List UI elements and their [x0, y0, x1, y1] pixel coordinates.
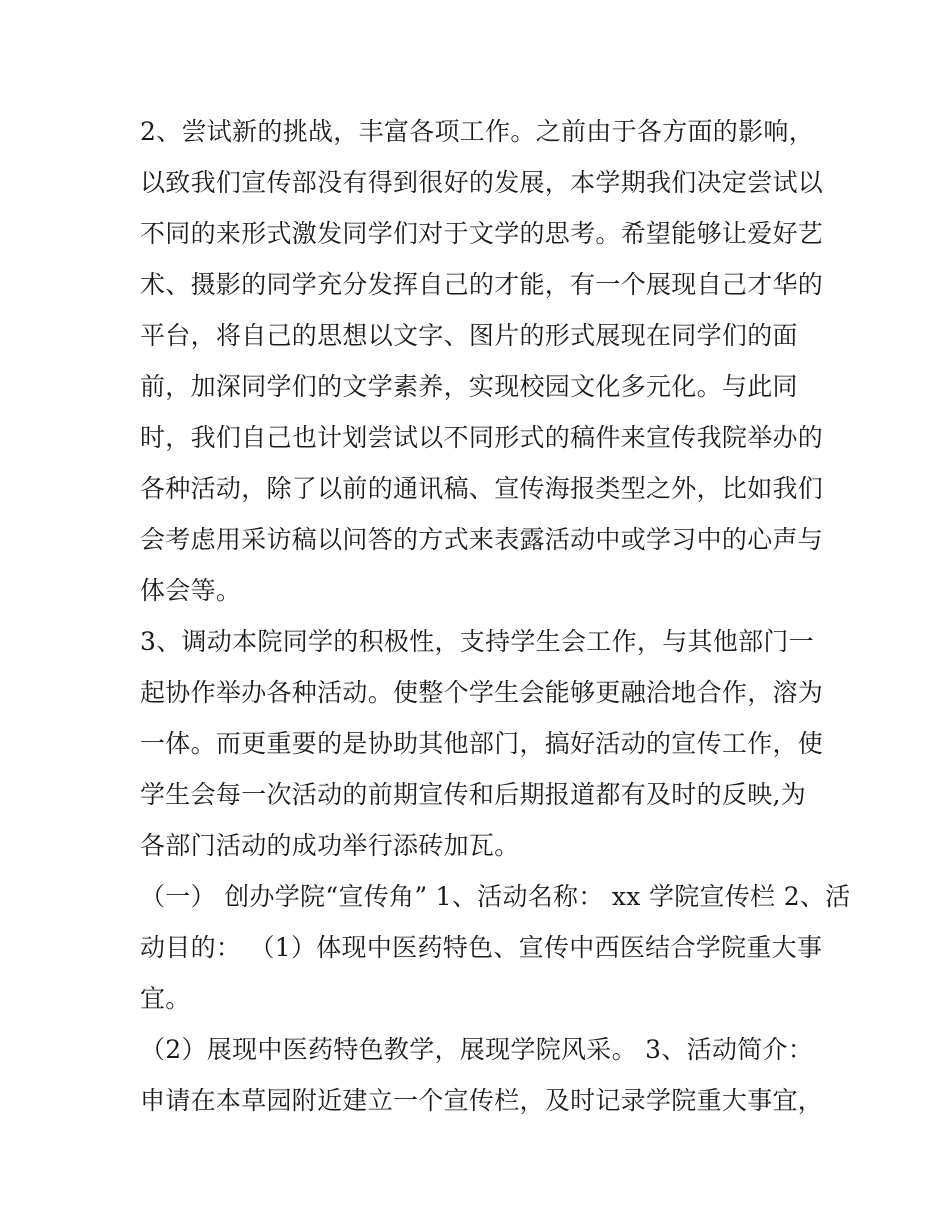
- text-line: 不同的来形式激发同学们对于文学的思考。希望能够让爱好艺: [140, 219, 824, 248]
- text-line: 平台，将自己的思想以文字、图片的形式展现在同学们的面: [140, 321, 798, 350]
- text-line: 起协作举办各种活动。使整个学生会能够更融洽地合作，溶为: [140, 678, 824, 707]
- text-line: （一） 创办学院“宣传角” 1、活动名称： xx 学院宣传栏 2、活: [140, 882, 851, 911]
- text-line: 3、调动本院同学的积极性，支持学生会工作，与其他部门一: [140, 627, 815, 656]
- text-line: 体会等。: [140, 576, 242, 605]
- text-line: 前，加深同学们的文学素养，实现校园文化多元化。与此同: [140, 372, 798, 401]
- text-line: 会考虑用采访稿以问答的方式来表露活动中或学习中的心声与: [140, 525, 824, 554]
- text-line: 各种活动，除了以前的通讯稿、宣传海报类型之外，比如我们: [140, 474, 824, 503]
- text-line: 以致我们宣传部没有得到很好的发展，本学期我们决定尝试以: [140, 168, 824, 197]
- text-line: 动目的： （1）体现中医药特色、宣传中西医结合学院重大事: [140, 933, 823, 962]
- text-line: 一体。而更重要的是协助其他部门，搞好活动的宣传工作，使: [140, 729, 824, 758]
- text-line: 学生会每一次活动的前期宣传和后期报道都有及时的反映,为: [140, 780, 807, 809]
- text-line: （2）展现中医药特色教学，展现学院风采。 3、活动简介：: [140, 1035, 814, 1064]
- text-line: 申请在本草园附近建立一个宣传栏，及时记录学院重大事宜，: [140, 1086, 824, 1115]
- text-line: 术、摄影的同学充分发挥自己的才能，有一个展现自己才华的: [140, 270, 824, 299]
- text-line: 2、尝试新的挑战，丰富各项工作。之前由于各方面的影响，: [140, 117, 815, 146]
- text-line: 宜。: [140, 984, 191, 1013]
- text-line: 各部门活动的成功举行添砖加瓦。: [140, 831, 520, 860]
- body-text: [140, 106, 851, 1126]
- text-line: 时，我们自己也计划尝试以不同形式的稿件来宣传我院举办的: [140, 423, 824, 452]
